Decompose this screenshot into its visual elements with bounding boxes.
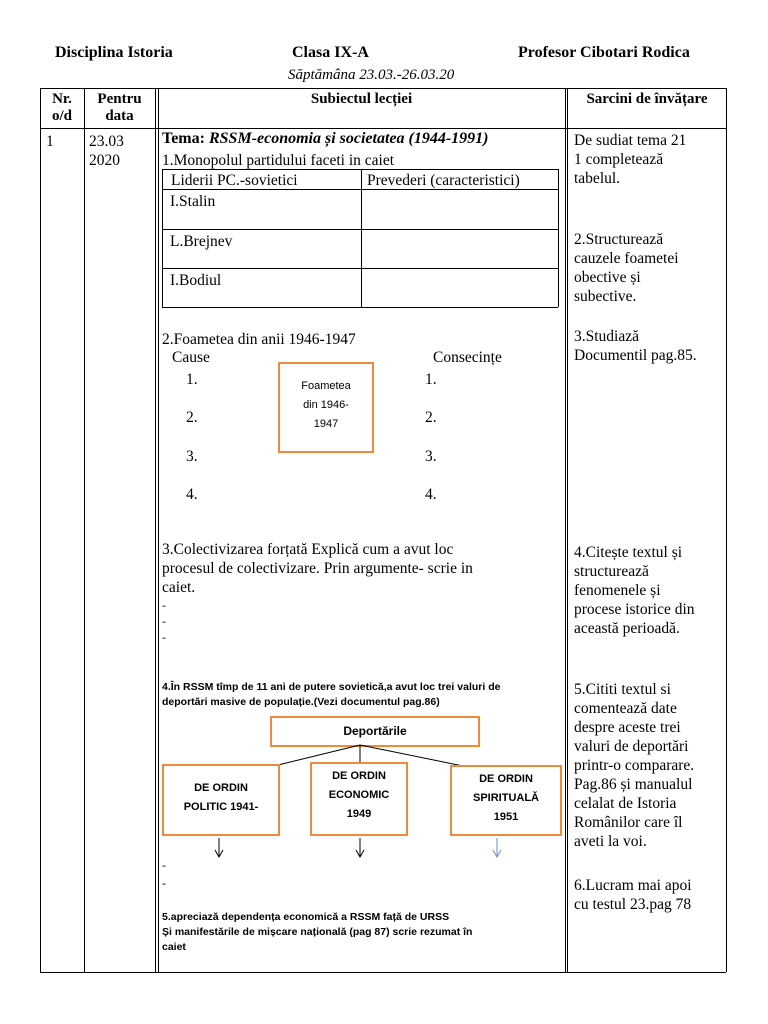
consequences-label: Consecințe bbox=[433, 349, 502, 366]
row-date-year: 2020 bbox=[89, 152, 120, 169]
leader-stalin: I.Stalin bbox=[170, 193, 216, 210]
item4-line2: deportări masive de populație.(Vezi documentul pag.86) bbox=[162, 696, 440, 708]
item3-line3: caiet. bbox=[162, 579, 196, 596]
deport-box3-line2: SPIRITUALĂ bbox=[473, 792, 539, 804]
task5: 5.Cititi textul si comentează date despre aceste trei valuri de deportări printr-o comparare. Pag.86 și manualul celalat de Istoria Românilor care îl aveti la voi. bbox=[574, 681, 695, 850]
column-header-tasks: Sarcini de învățare bbox=[586, 91, 708, 107]
column-header-subject: Subiectul lecției bbox=[310, 91, 413, 107]
deport-box-economic bbox=[310, 762, 408, 836]
item4-line1: 4.În RSSM tîmp de 11 ani de putere sovietică,a avut loc trei valuri de bbox=[162, 681, 501, 693]
leaders-header-name: Liderii PC.-sovietici bbox=[171, 172, 298, 189]
deport-box-political bbox=[162, 764, 280, 836]
leader-bodiul: I.Bodiul bbox=[170, 272, 222, 289]
deport-box2-line3: 1949 bbox=[346, 808, 372, 820]
causes-label: Cause bbox=[172, 349, 210, 366]
row-date-day: 23.03 bbox=[89, 133, 124, 150]
dash: - bbox=[162, 598, 166, 612]
dash: - bbox=[162, 876, 166, 890]
task2: 2.Structurează cauzele foametei obective și subective. bbox=[574, 231, 679, 305]
consequence-4: 4. bbox=[425, 486, 437, 503]
cause-1: 1. bbox=[186, 371, 198, 388]
deport-box2-line2: ECONOMIC bbox=[328, 789, 390, 801]
consequence-3: 3. bbox=[425, 448, 437, 465]
deport-box1-line2: POLITIC 1941- bbox=[183, 801, 259, 813]
deport-box3-line3: 1951 bbox=[493, 811, 519, 823]
item3-line2: procesul de colectivizare. Prin argumente- scrie in bbox=[162, 560, 473, 577]
item5-line2: Și manifestările de mișcare națională (pag 87) scrie rezumat în bbox=[162, 926, 473, 938]
item2-text: 2.Foametea din anii 1946-1947 bbox=[162, 331, 356, 348]
teacher-label: Profesor Cibotari Rodica bbox=[518, 44, 690, 61]
famine-box-line3: 1947 bbox=[313, 418, 339, 430]
famine-box-line2: din 1946- bbox=[303, 399, 349, 411]
item3-line1: 3.Colectivizarea forțată Explică cum a avut loc bbox=[162, 541, 454, 558]
discipline-label: Disciplina Istoria bbox=[55, 44, 173, 61]
cause-4: 4. bbox=[186, 486, 198, 503]
column-header-date: Pentru data bbox=[97, 91, 142, 124]
task4: 4.Citește textul și structurează fenomenele și procese istorice din această perioadă. bbox=[574, 544, 695, 637]
deport-box-spiritual bbox=[450, 765, 562, 836]
class-label: Clasa IX-A bbox=[292, 44, 369, 61]
cause-2: 2. bbox=[186, 409, 198, 426]
dash: - bbox=[162, 614, 166, 628]
deportations-title-box: Deportările bbox=[270, 716, 480, 747]
deport-box3-line1: DE ORDIN bbox=[479, 773, 533, 785]
item5-line3: caiet bbox=[162, 941, 186, 953]
lesson-theme: Tema: RSSM-economia și societatea (1944-1991) bbox=[162, 130, 489, 147]
item5-line1: 5.apreciază dependența economică a RSSM față de URSS bbox=[162, 911, 450, 923]
dash: - bbox=[162, 858, 166, 872]
leader-brejnev: L.Brejnev bbox=[170, 233, 233, 250]
item1-text: 1.Monopolul partidului faceti in caiet bbox=[162, 152, 395, 169]
cause-3: 3. bbox=[186, 448, 198, 465]
consequence-2: 2. bbox=[425, 409, 437, 426]
task6: 6.Lucram mai apoi cu testul 23.pag 78 bbox=[574, 877, 692, 913]
week-label: Săptămâna 23.03.-26.03.20 bbox=[288, 67, 455, 83]
leaders-header-provisions: Prevederi (caracteristici) bbox=[367, 172, 520, 189]
famine-box-line1: Foametea bbox=[301, 380, 351, 392]
deport-box2-line1: DE ORDIN bbox=[332, 770, 386, 782]
consequence-1: 1. bbox=[425, 371, 437, 388]
row-number: 1 bbox=[46, 133, 54, 150]
deport-box1-line1: DE ORDIN bbox=[194, 782, 248, 794]
task3: 3.Studiază Documentil pag.85. bbox=[574, 328, 697, 364]
column-header-nr: Nr. o/d bbox=[51, 91, 72, 124]
task1: De sudiat tema 21 1 completează tabelul. bbox=[574, 132, 687, 187]
dash: - bbox=[162, 630, 166, 644]
